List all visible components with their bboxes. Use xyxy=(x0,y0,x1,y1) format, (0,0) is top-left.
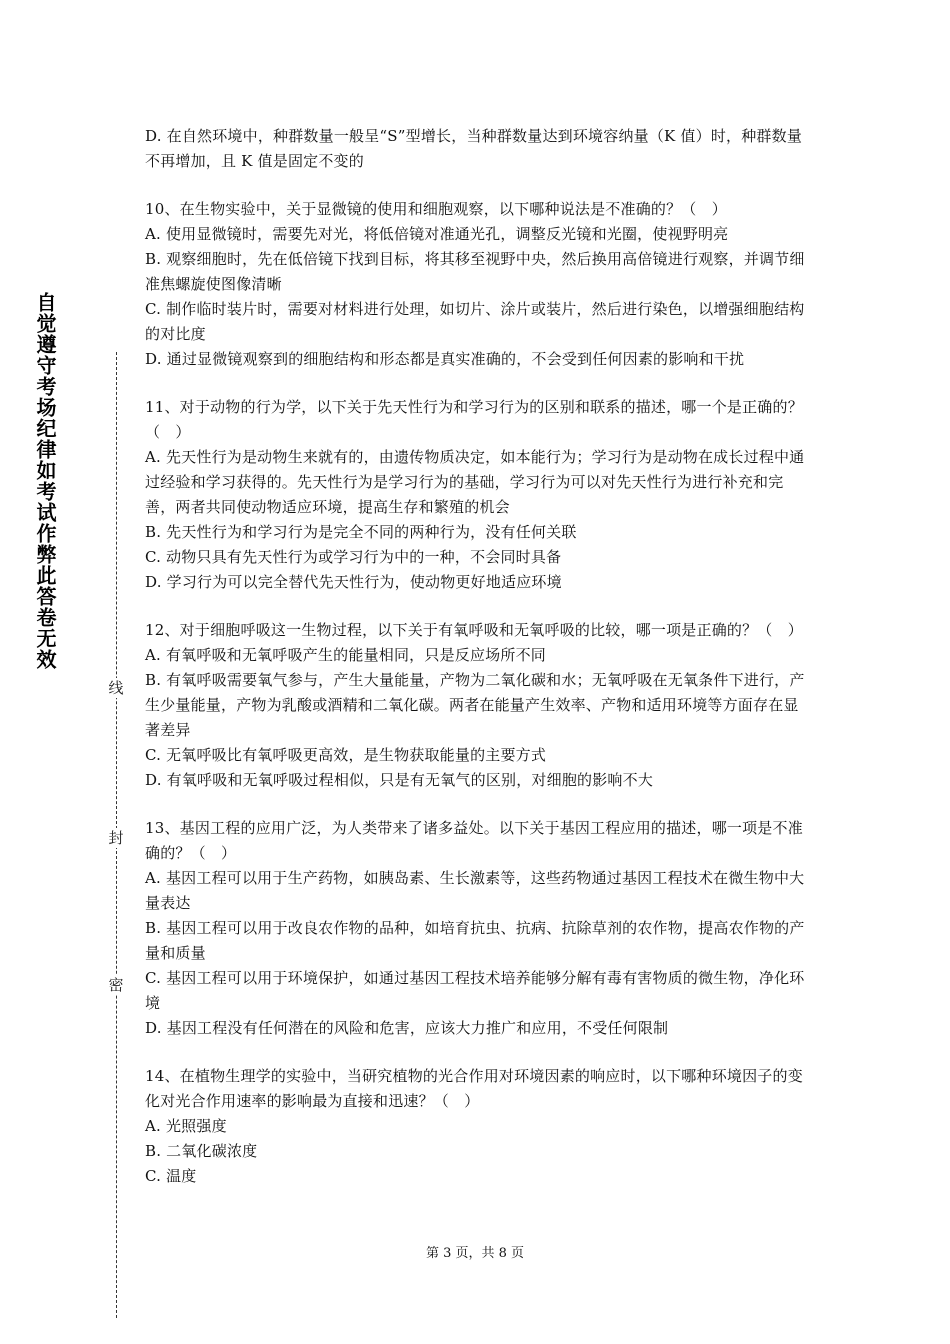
option-d: D. 有氧呼吸和无氧呼吸过程相似，只是有无氧气的区别，对细胞的影响不大 xyxy=(145,771,654,789)
question-content xyxy=(145,124,813,1212)
question-stem: 10、在生物实验中，关于显微镜的使用和细胞观察，以下哪种说法是不准确的？（ ） xyxy=(145,200,727,218)
question-stem: 12、对于细胞呼吸这一生物过程，以下关于有氧呼吸和无氧呼吸的比较，哪一项是正确的？（ ） xyxy=(145,621,803,639)
question-stem: 11、对于动物的行为学，以下关于先天性行为和学习行为的区别和联系的描述，哪一个是正确的？（ ） xyxy=(145,398,803,441)
option-d: D. 在自然环境中，种群数量一般呈“S”型增长，当种群数量达到环境容纳量（K 值）时，种群数量不再增加，且 K 值是固定不变的 xyxy=(145,127,803,170)
option-a: A. 光照强度 xyxy=(145,1117,227,1135)
page-number: 第 3 页，共 8 页 xyxy=(425,1246,525,1261)
option-d: D. 基因工程没有任何潜在的风险和危害，应该大力推广和应用，不受任何限制 xyxy=(145,1019,669,1037)
question-13 xyxy=(145,816,813,1041)
option-b: B. 有氧呼吸需要氧气参与，产生大量能量，产物为二氧化碳和水；无氧呼吸在无氧条件下进行，产生少量能量，产物为乳酸或酒精和二氧化碳。两者在能量产生效率、产物和适用环境等方面存在显著差异 xyxy=(145,671,805,739)
question-10 xyxy=(145,197,813,372)
option-a: A. 先天性行为是动物生来就有的，由遗传物质决定，如本能行为；学习行为是动物在成长过程中通过经验和学习获得的。先天性行为是学习行为的基础，学习行为可以对先天性行为进行补充和完善，两者共同使动物适应环境，提高生存和繁殖的机会 xyxy=(145,448,805,516)
question-12 xyxy=(145,618,813,793)
option-b: B. 二氧化碳浓度 xyxy=(145,1142,258,1160)
option-c: C. 动物只具有先天性行为或学习行为中的一种，不会同时具备 xyxy=(145,548,562,566)
question-14 xyxy=(145,1064,813,1189)
question-stem: 13、基因工程的应用广泛，为人类带来了诸多益处。以下关于基因工程应用的描述，哪一项是不准确的？（ ） xyxy=(145,819,803,862)
binding-label-seal: 封 xyxy=(105,828,127,848)
option-b: B. 观察细胞时，先在低倍镜下找到目标，将其移至视野中央，然后换用高倍镜进行观察，并调节细准焦螺旋使图像清晰 xyxy=(145,250,805,293)
option-c: C. 基因工程可以用于环境保护，如通过基因工程技术培养能够分解有毒有害物质的微生物，净化环境 xyxy=(145,969,805,1012)
option-a: A. 使用显微镜时，需要先对光，将低倍镜对准通光孔，调整反光镜和光圈，使视野明亮 xyxy=(145,225,729,243)
exam-discipline-notice: 自觉遵守考场纪律如考试作弊此答卷无效 xyxy=(33,292,57,670)
option-c: C. 无氧呼吸比有氧呼吸更高效，是生物获取能量的主要方式 xyxy=(145,746,547,764)
option-a: A. 有氧呼吸和无氧呼吸产生的能量相同，只是反应场所不同 xyxy=(145,646,546,664)
option-d: D. 通过显微镜观察到的细胞结构和形态都是真实准确的，不会受到任何因素的影响和干扰 xyxy=(145,350,745,368)
option-a: A. 基因工程可以用于生产药物，如胰岛素、生长激素等，这些药物通过基因工程技术在微生物中大量表达 xyxy=(145,869,805,912)
option-d: D. 学习行为可以完全替代先天性行为，使动物更好地适应环境 xyxy=(145,573,562,591)
option-b: B. 先天性行为和学习行为是完全不同的两种行为，没有任何关联 xyxy=(145,523,577,541)
question-stem: 14、在植物生理学的实验中，当研究植物的光合作用对环境因素的响应时，以下哪种环境因子的变化对光合作用速率的影响最为直接和迅速？（ ） xyxy=(145,1067,803,1110)
question-11 xyxy=(145,395,813,595)
option-c: C. 温度 xyxy=(145,1167,197,1185)
question-9-continued xyxy=(145,124,813,174)
option-c: C. 制作临时装片时，需要对材料进行处理，如切片、涂片或装片，然后进行染色，以增强细胞结构的对比度 xyxy=(145,300,805,343)
binding-label-secret: 密 xyxy=(105,975,127,995)
option-b: B. 基因工程可以用于改良农作物的品种，如培育抗虫、抗病、抗除草剂的农作物，提高农作物的产量和质量 xyxy=(145,919,805,962)
binding-label-line: 线 xyxy=(105,678,127,698)
